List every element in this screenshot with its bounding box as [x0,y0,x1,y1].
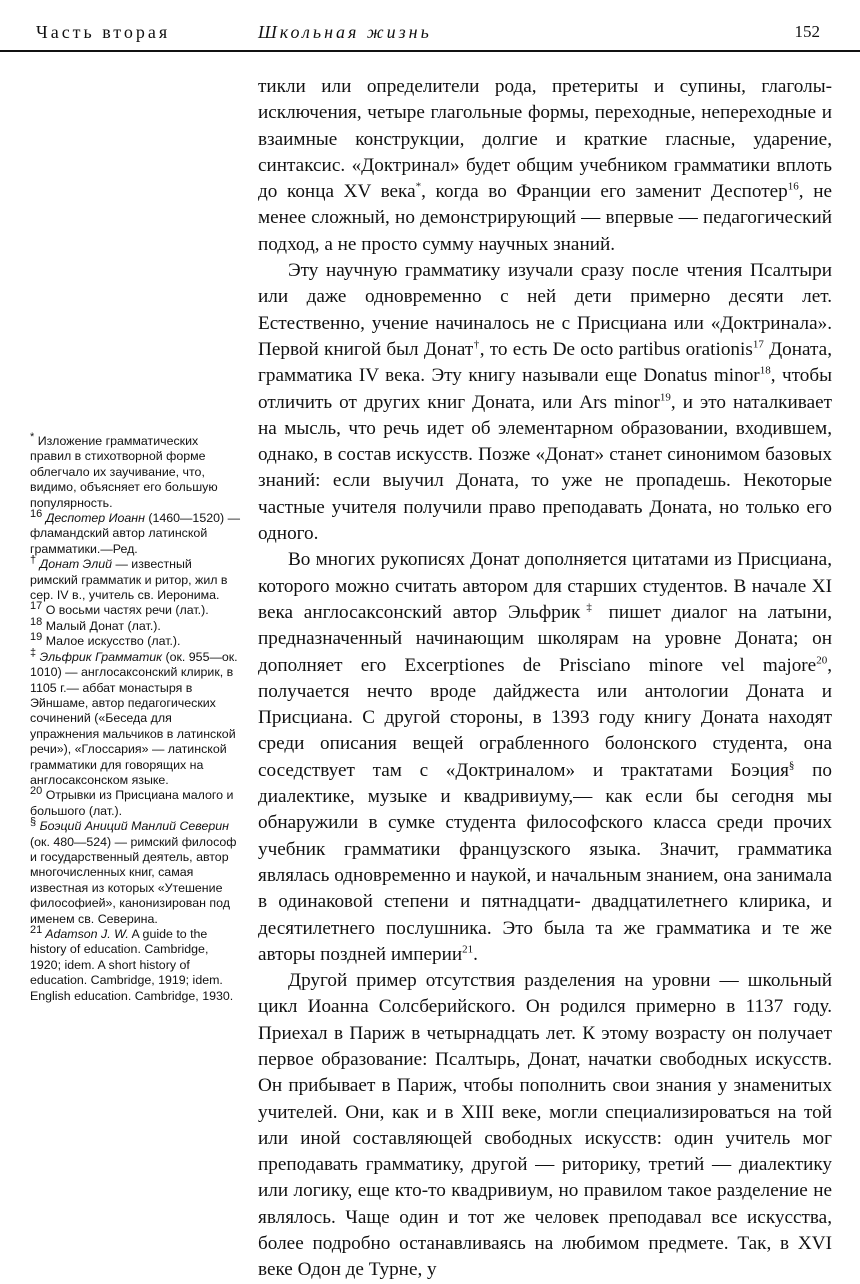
sidenote-text: Малый Донат (лат.). [42,618,161,633]
sidenote-name: Боэций Аниций Манлий Северин [36,819,229,834]
sidenote-mark: ‡ [30,646,37,659]
footnote-ref: * [415,180,422,193]
body-paragraph [258,968,832,1284]
sidenote-text: A guide to the history of education. Cambridge, 1920; idem. A short history of education. Cambridge, 1919; idem. English education. Cambridge, 1930. [30,927,234,1003]
footnote-ref: † [473,338,480,351]
text-run: , не менее сложный, но демонстрирующий — впервые — педагогический подход, а не просто сумму научных знаний. [258,181,832,255]
sidenote-text: Малое искусство (лат.). [42,634,181,649]
text-run: Эту научную грамматику изучали сразу после чтения Псалтыри или даже одновременно с ней дети примерно десяти лет. Естественно, учение начиналось не с Присциана или «Доктринала». Первой книгой был Донат [258,260,832,360]
text-run: тикли или определители рода, претериты и супины, глаголы-исключения, четыре глагольные формы, переходные, непереходные и взаимные конструкции, долгие и краткие гласные, ударение, синтаксис. «Доктринал» будет общим учебником грамматики вплоть до конца XV века [258,76,832,203]
sidenote-name: Деспотер Иоанн [42,511,145,526]
header-rule [0,50,860,52]
footnote-ref: 21 [462,943,474,956]
sidenotes-column [30,430,242,1004]
sidenote [30,631,242,649]
sidenote-name: Эльфрик Грамматик [36,649,163,664]
main-text-column [258,74,832,1284]
footnote-ref: 19 [659,391,671,404]
footnote-ref: ‡ [580,601,598,614]
body-paragraph [258,547,832,968]
sidenote [30,816,242,927]
page-number: 152 [794,22,820,41]
running-header [0,0,860,56]
sidenote [30,554,242,603]
sidenote-mark: 20 [30,785,43,798]
text-run: , и это наталкивает на мысль, что речь идет об элементарном образовании, входившем, однако, в состав искусств. Позже «Донат» станет синонимом базовых знаний: если выучил Доната, то уже не пропадешь. Некоторые частные учителя получили право преподавать Доната, но только его одного. [258,391,833,545]
footnote-ref: § [788,759,795,772]
sidenote-text: (ок. 955—ок. 1010) — англосаксонский клирик, в 1105 г.— аббат монастыря в Эйншаме, автор педагогических сочинений («Беседа для упражнения мальчиков в латинской речи»), «Глоссария» — латинской грамматики для говорящих на англосаксонском языке. [30,649,238,787]
sidenote-mark: 19 [30,631,43,644]
sidenote-mark: * [30,430,35,443]
sidenote-name: Донат Элий [36,557,113,572]
text-run: по диалектике, музыке и квадривиуму,— как если бы сегодня мы обнаружили в сумке студента философского класса среди прочих учебник грамматики французского языка. Значит, грамматика являлась одновременно и наукой, и начальным знанием, она занимала в одинаковой степени и пятнадцати- двадцатилетнего клирика, и десятилетнего послушника. Это была та же грамматика и те же авторы поздней империи [258,759,832,965]
text-run: . [473,943,478,965]
sidenote [30,600,242,618]
body-paragraph [258,258,832,547]
sidenote-mark: 21 [30,923,43,936]
sidenote [30,615,242,634]
sidenote-mark: 17 [30,600,43,613]
text-run: , чтобы отличить от других книг Доната, или Ars minor [258,365,832,413]
chapter-title: Школьная жизнь [258,22,432,42]
sidenote-text: (ок. 480—524) — римский философ и государственный деятель, автор многочисленных книг, самая известная из которых «Утешение философией», канонизирован под именем св. Северина. [30,834,237,926]
text-run: , когда во Франции его заменит Деспотер [421,181,788,203]
sidenote-text: — известный римский грамматик и ритор, жил в сер. IV в., учитель св. Иеронима. [30,557,228,603]
text-run: Доната, грамматика IV века. Эту книгу называли еще Donatus minor [258,338,832,387]
footnote-ref: 17 [752,338,764,351]
sidenote-mark: 16 [30,507,43,520]
footnote-ref: 16 [787,180,799,193]
sidenote [30,785,242,819]
text-run: Другой пример отсутствия разделения на уровни — школьный цикл Иоанна Солсберийского. Он родился примерно в 1137 году. Приехал в Париж в четырнадцать лет. К этому возрасту он получает первое образование: Псалтырь, Донат, начатки свободных искусств. Он прибывает в Париж, чтобы пополнить свои знания у знаменитых учителей. Они, как и в XIII веке, могли специализироваться на той или иной составляющей свободных искусств: один учитель мог преподавать грамматику, другой — риторику, третий — диалектику или логику, еще кто-то квадривиум, но правилом такое разделение не являлось. Чаще один и тот же человек преподавал все искусства, более подробно останавливаясь на любимом предмете. Так, в XVI веке Одон де Турне, у [258,970,832,1281]
text-run: пишет диалог на латыни, предназначенный начинающим школярам на уровне Доната; он дополняет его Excerptiones de Prisciano minore vel majore [258,601,832,676]
sidenote [30,507,242,557]
footnote-ref: 18 [759,364,771,377]
text-run: , получается нечто вроде дайджеста или антологии Доната и Присциана. С другой стороны, в 1393 году книгу Доната находят среди описания вещей ограбленного болонского студента, она соседствует там с «Доктриналом» и трактатами Боэция [258,654,832,781]
footnote-ref: 20 [816,654,828,667]
sidenote-text: О восьми частях речи (лат.). [42,603,209,618]
sidenote-text: (1460—1520) — фламандский автор латинской грамматики.—Ред. [30,511,240,556]
text-run: , то есть De octo partibus orationis [479,338,753,360]
sidenote [30,646,242,789]
sidenote-mark: § [30,816,37,829]
section-title: Часть вторая [36,22,171,42]
text-run: Во многих рукописях Донат дополняется цитатами из Присциана, которого можно считать автором для старших студентов. В начале XI века англосаксонский автор Эльфрик [258,549,832,623]
sidenote-name: Adamson J. W. [42,927,129,941]
sidenote-text: Изложение грамматических правил в стихотворной форме облегчало их заучивание, что, видимо, объясняет его большую популярность. [30,434,218,510]
sidenote [30,430,242,511]
sidenote-mark: 18 [30,615,43,628]
sidenote [30,923,242,1004]
sidenote-mark: † [30,554,37,567]
sidenote-text: Отрывки из Присциана малого и большого (лат.). [30,788,234,818]
body-paragraph [258,74,832,258]
